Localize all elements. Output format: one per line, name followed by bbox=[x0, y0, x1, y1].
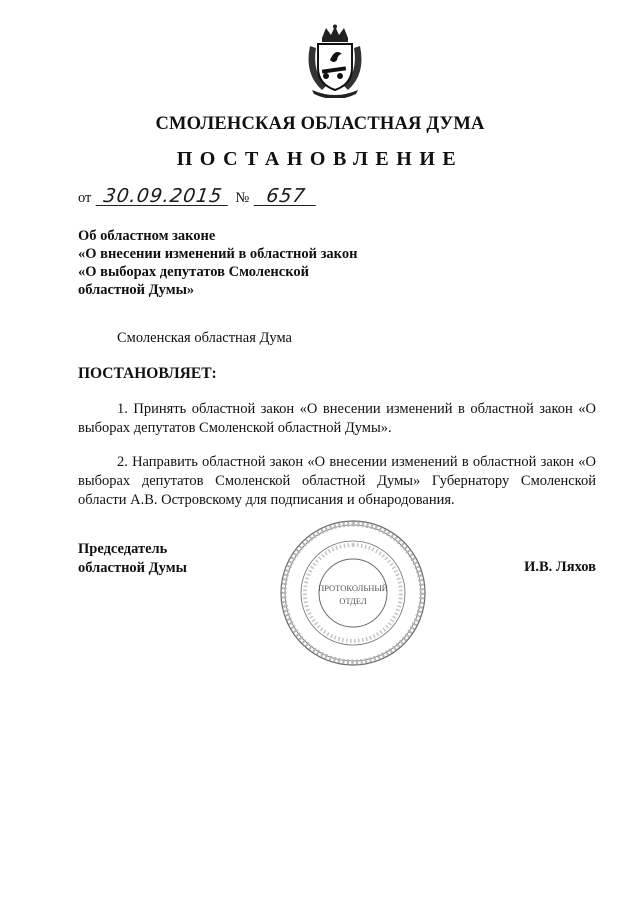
paragraph-1: 1. Принять областной закон «О внесении изменений в областной закон «О выборах депутатов Смоленской областной Думы». bbox=[78, 401, 596, 436]
number-value: 657 bbox=[254, 187, 319, 206]
resolves-heading: ПОСТАНОВЛЯЕТ: bbox=[78, 365, 217, 382]
date-number-line bbox=[78, 187, 317, 207]
document-type-heading: ПОСТАНОВЛЕНИЕ bbox=[176, 148, 464, 170]
preamble-text: Смоленская областная Дума bbox=[117, 330, 292, 346]
paragraph-2: 2. Направить областной закон «О внесении изменений в областной закон «О выборах депутатов Смоленской областной Думы» Губернатору Смоленской области А.В. Островскому для подписания и обнародования. bbox=[78, 454, 596, 508]
number-prefix: № bbox=[235, 190, 250, 206]
signatory-role-line: областной Думы bbox=[78, 560, 187, 576]
signatory-role-line: Председатель bbox=[78, 541, 168, 557]
organization-title: СМОЛЕНСКАЯ ОБЛАСТНАЯ ДУМА bbox=[155, 114, 485, 134]
subject-line: «О внесении изменений в областной закон bbox=[78, 246, 358, 262]
coat-of-arms-icon bbox=[302, 24, 368, 98]
stamp-center-line: ОТДЕЛ bbox=[339, 596, 367, 606]
subject-line: областной Думы» bbox=[78, 282, 195, 298]
official-stamp-icon bbox=[278, 518, 428, 668]
date-value: 30.09.2015 bbox=[96, 187, 231, 206]
signatory-role bbox=[78, 540, 187, 578]
subject-line: Об областном законе bbox=[78, 228, 216, 244]
subject-line: «О выборах депутатов Смоленской bbox=[78, 264, 309, 280]
stamp-center-line: ПРОТОКОЛЬНЫЙ bbox=[318, 583, 388, 593]
signatory-name: И.В. Ляхов bbox=[524, 559, 596, 575]
subject-block bbox=[78, 227, 357, 299]
date-prefix: от bbox=[78, 190, 92, 206]
